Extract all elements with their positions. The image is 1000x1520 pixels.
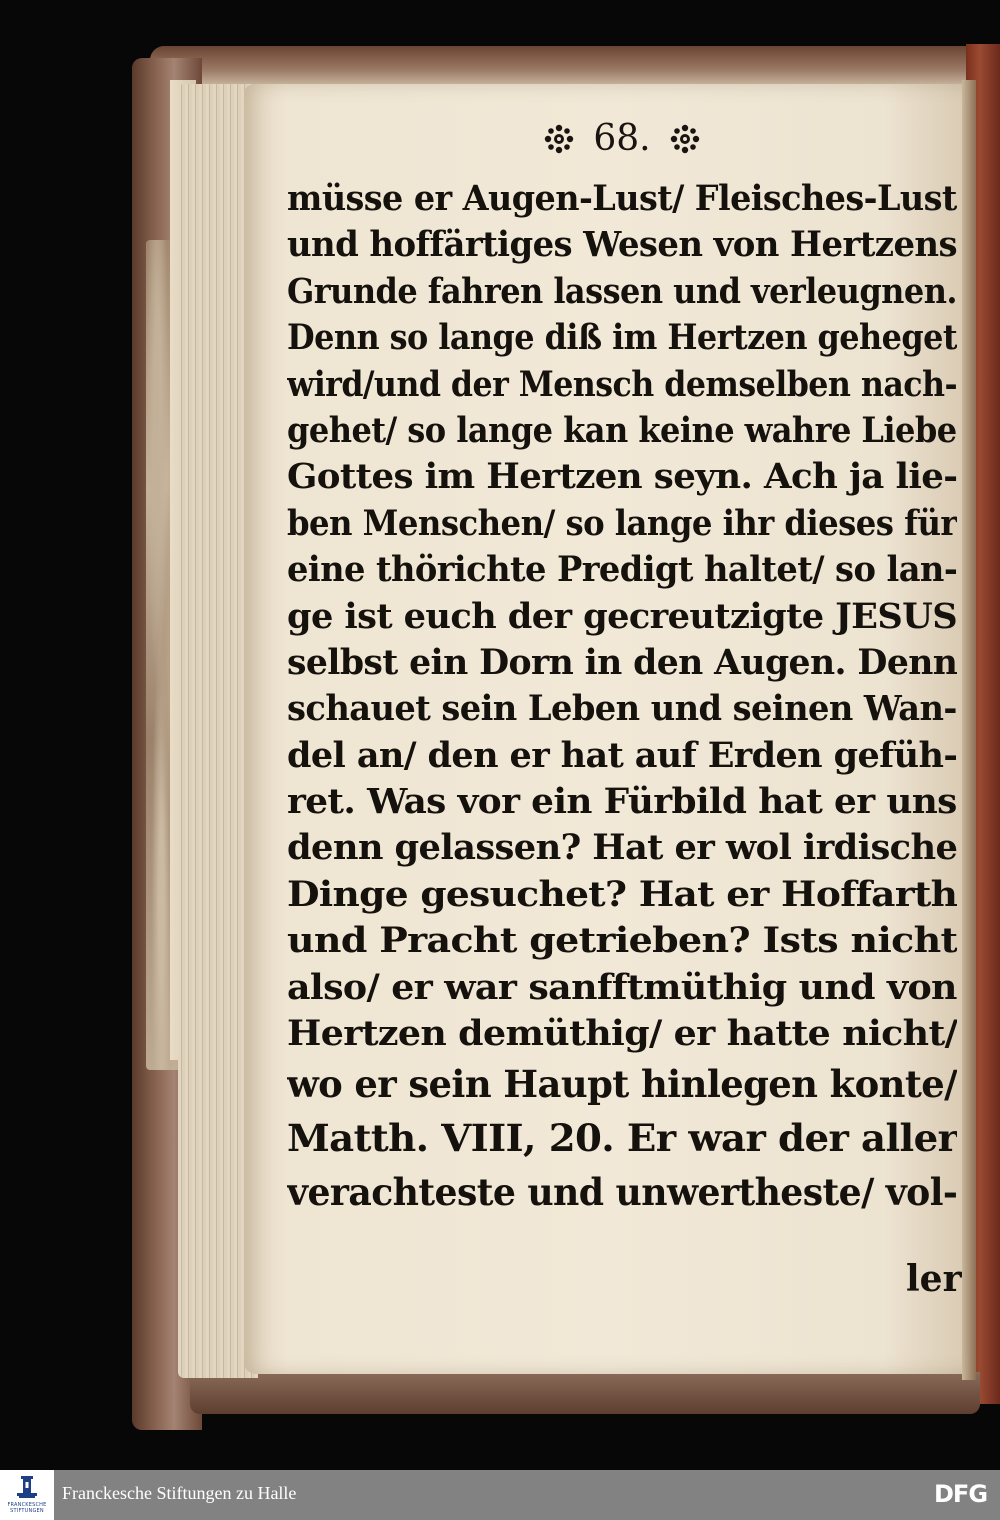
text-line: denn gelassen? Hat er wol irdische bbox=[287, 828, 957, 869]
text-line: Dinge gesuchet? Hat er Hoffarth bbox=[287, 874, 957, 915]
book-gutter bbox=[962, 80, 976, 1380]
text-line: Hertzen demüthig/ er hatte nicht/ bbox=[287, 1014, 957, 1055]
page-number: 68. bbox=[593, 118, 651, 159]
text-line: wird/und der Mensch demselben nach- bbox=[287, 364, 957, 405]
text-line: eine thörichte Predigt haltet/ so lan- bbox=[287, 550, 957, 591]
text-line: also/ er war sanfftmüthig und von bbox=[287, 967, 957, 1008]
text-line: ret. Was vor ein Fürbild hat er uns bbox=[287, 782, 957, 823]
franckesche-stiftungen-logo[interactable] bbox=[0, 1470, 54, 1520]
text-line: und hoffärtiges Wesen von Hertzens bbox=[287, 225, 957, 266]
text-line: müsse er Augen-Lust/ Fleisches-Lust bbox=[287, 179, 957, 219]
text-line: ge ist euch der gecreutzigte JESUS bbox=[287, 596, 957, 637]
text-line: Matth. VIII, 20. Er war der aller bbox=[287, 1116, 957, 1161]
footer-bar bbox=[0, 1470, 1000, 1520]
dfg-logo[interactable]: DFG bbox=[934, 1480, 988, 1508]
text-line: del an/ den er hat auf Erden gefüh- bbox=[287, 735, 957, 776]
text-line: gehet/ so lange kan keine wahre Liebe bbox=[287, 410, 957, 451]
text-line: und Pracht getrieben? Ists nicht bbox=[287, 921, 957, 962]
text-line: ben Menschen/ so lange ihr dieses für bbox=[287, 503, 957, 544]
flower-ornament-icon bbox=[670, 124, 700, 154]
book-cover-top bbox=[150, 46, 990, 86]
logo-text: FRANCKESCHE STIFTUNGEN bbox=[7, 1502, 47, 1514]
catchword: ler bbox=[906, 1258, 962, 1300]
text-line: Denn so lange diß im Hertzen geheget bbox=[287, 318, 957, 359]
page-text bbox=[287, 176, 957, 1219]
text-line: verachteste und unwertheste/ vol- bbox=[287, 1170, 957, 1215]
text-line: Grunde fahren lassen und verleugnen. bbox=[287, 271, 957, 312]
text-line: wo er sein Haupt hinlegen konte/ bbox=[287, 1062, 957, 1107]
text-line: Gottes im Hertzen seyn. Ach ja lie- bbox=[287, 457, 957, 498]
text-line: selbst ein Dorn in den Augen. Denn bbox=[287, 642, 958, 683]
text-line: schauet sein Leben und seinen Wan- bbox=[287, 689, 957, 730]
institution-label[interactable]: Franckesche Stiftungen zu Halle bbox=[62, 1483, 297, 1503]
book-cover-bottom bbox=[190, 1372, 980, 1414]
flower-ornament-icon bbox=[544, 124, 574, 154]
franckesche-stiftungen-logo-icon bbox=[17, 1476, 37, 1500]
page-header bbox=[532, 118, 712, 168]
